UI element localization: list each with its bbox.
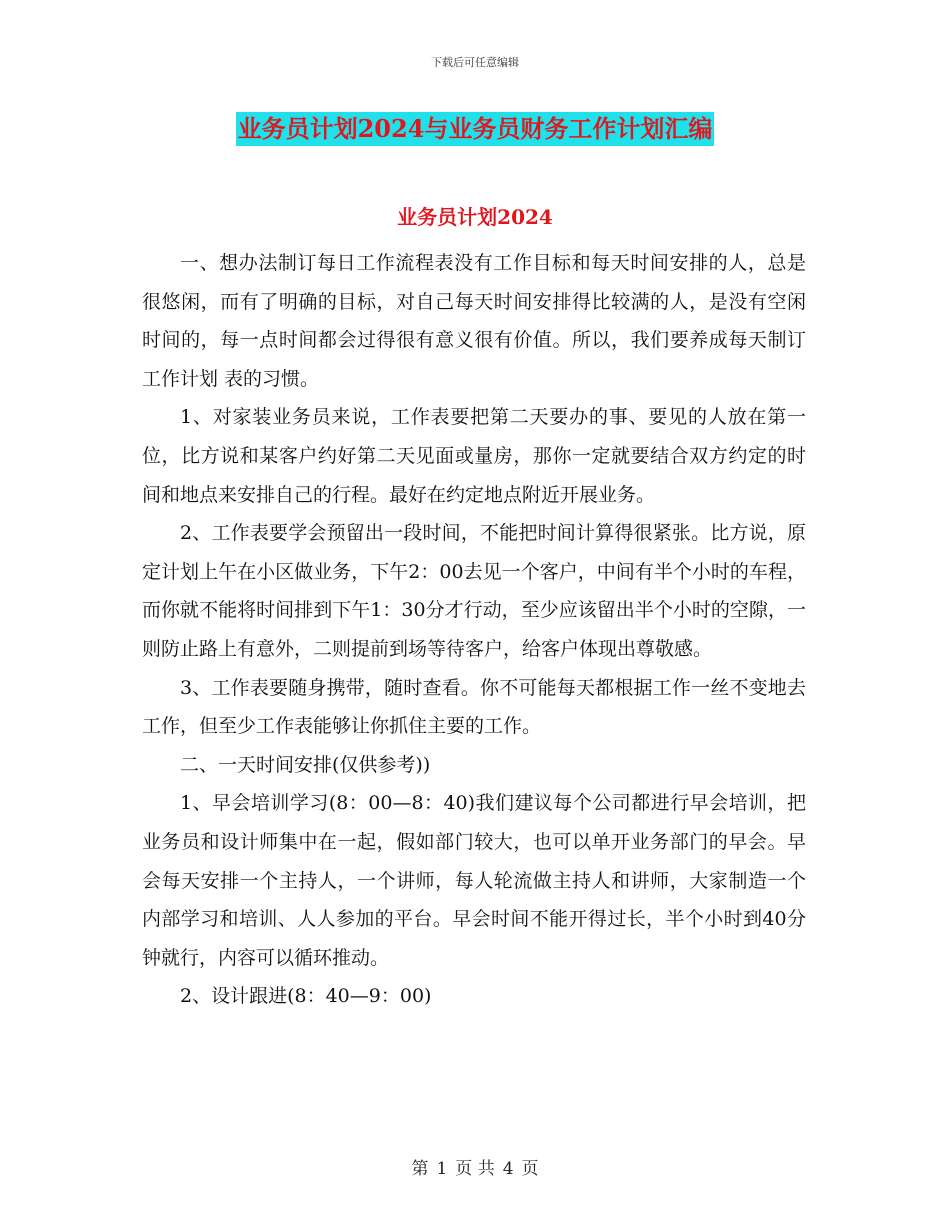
- page-footer: [0, 1154, 950, 1179]
- page-prefix: 第: [411, 1159, 429, 1179]
- paragraph: 2、设计跟进(8：40—9：00): [180, 985, 432, 1008]
- document-title-wrapper: [0, 112, 950, 146]
- section-title: 业务员计划2024: [397, 205, 553, 229]
- page-suffix: 页: [521, 1159, 539, 1179]
- header-note: 下载后可任意编辑: [431, 56, 519, 69]
- page-number: 1: [436, 1159, 448, 1179]
- paragraph: 1、早会培训学习(8：00—8：40)我们建议每个公司都进行早会培训，把业务员和设计师集中在一起，假如部门较大，也可以单开业务部门的早会。早会每天安排一个主持人，一个讲师，每人轮流做主持人和讲师，大家制造一个内部学习和培训、人人参加的平台。早会时间不能开得过长，半个小时到40分钟就行，内容可以循环推动。: [142, 792, 806, 969]
- page-total: 4: [502, 1159, 514, 1179]
- paragraph: 2、工作表要学会预留出一段时间，不能把时间计算得很紧张。比方说，原定计划上午在小区做业务，下午2：00去见一个客户，中间有半个小时的车程，而你就不能将时间排到下午1：30分才行动，至少应该留出半个小时的空隙，一则防止路上有意外，二则提前到场等待客户，给客户体现出尊敬感。: [142, 522, 806, 660]
- document-title: 业务员计划2024与业务员财务工作计划汇编: [236, 112, 715, 146]
- paragraph: 3、工作表要随身携带，随时查看。你不可能每天都根据工作一丝不变地去工作，但至少工作表能够让你抓住主要的工作。: [142, 676, 806, 738]
- page-middle: 页 共: [455, 1159, 495, 1179]
- paragraph: 二、一天时间安排(仅供参考)): [180, 753, 431, 776]
- document-body: [142, 244, 806, 1016]
- paragraph: 1、对家装业务员来说，工作表要把第二天要办的事、要见的人放在第一位，比方说和某客户约好第二天见面或量房，那你一定就要结合双方约定的时间和地点来安排自己的行程。最好在约定地点附近开展业务。: [142, 406, 806, 506]
- paragraph: 一、想办法制订每日工作流程表没有工作目标和每天时间安排的人，总是很悠闲，而有了明确的目标，对自己每天时间安排得比较满的人，是没有空闲时间的，每一点时间都会过得很有意义很有价值。所以，我们要养成每天制订 工作计划 表的习惯。: [142, 252, 806, 390]
